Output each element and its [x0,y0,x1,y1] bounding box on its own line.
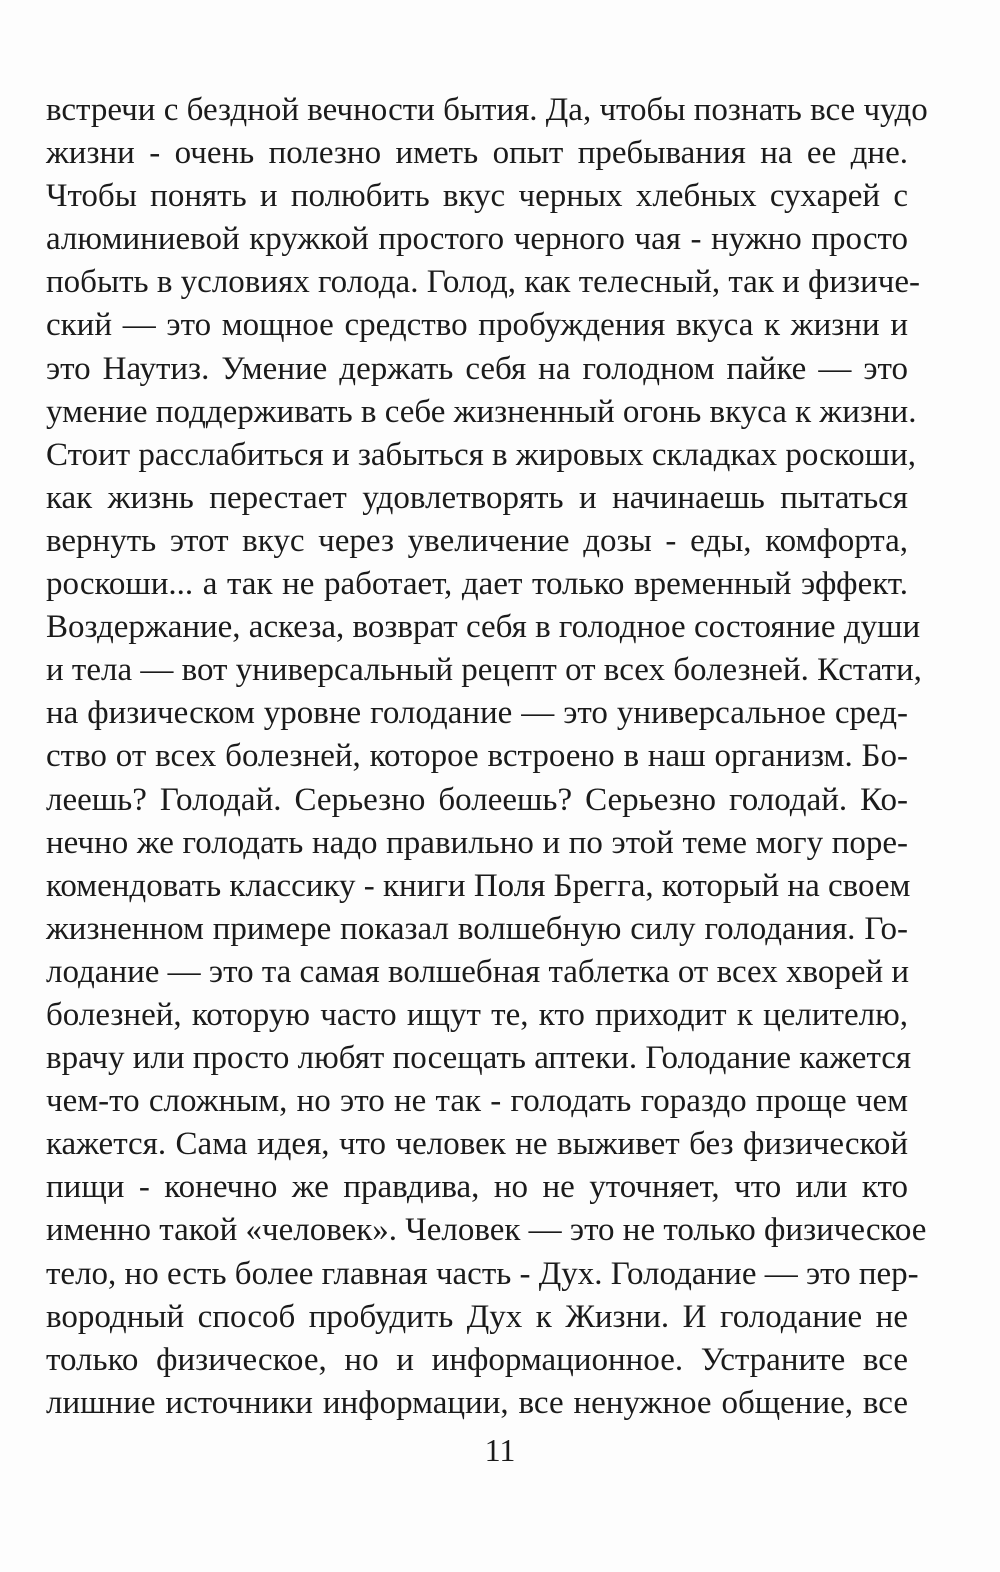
text-line: именно такой «человек». Человек — это не только физическое [46,1212,927,1249]
text-line: роскоши... а так не работает, дает только временный эффект. [46,566,908,603]
text-line: лодание — это та самая волшебная таблетка от всех хворей и [46,953,910,990]
text-line: это Наутиз. Умение держать себя на голодном пайке — это [46,350,908,387]
text-line: ский — это мощное средство пробуждения вкуса к жизни и [46,307,908,344]
text-line: болезней, которую часто ищут те, кто приходит к целителю, [46,996,908,1033]
text-line: умение поддерживать в себе жизненный огонь вкуса к жизни. [46,393,917,430]
text-line: алюминиевой кружкой простого черного чая - нужно просто [46,221,908,258]
text-line: кажется. Сама идея, что человек не выживет без физической [46,1126,908,1163]
text-line: вернуть этот вкус через увеличение дозы - еды, комфорта, [46,522,908,559]
text-line: пищи - конечно же правдива, но не уточняет, что или кто [46,1169,908,1206]
text-line: чем-то сложным, но это не так - голодать гораздо проще чем [46,1083,908,1120]
text-line: Чтобы понять и полюбить вкус черных хлебных сухарей с [46,178,908,215]
text-line: леешь? Голодай. Серьезно болеешь? Серьезно голодай. Ко- [46,781,908,818]
text-line: побыть в условиях голода. Голод, как телесный, так и физиче- [46,264,920,301]
text-line: жизненном примере показал волшебную силу голодания. Го- [46,910,908,947]
text-line: лишние источники информации, все ненужное общение, все [46,1384,908,1421]
text-line: врачу или просто любят посещать аптеки. Голодание кажется [46,1040,912,1077]
text-line: жизни - очень полезно иметь опыт пребывания на ее дне. [46,135,908,172]
text-line: только физическое, но и информационное. Устраните все [46,1341,908,1378]
text-line: на физическом уровне голодание — это универсальное сред- [46,695,908,732]
text-line: комендовать классику - книги Поля Брегга, который на своем [46,867,911,904]
text-line: тело, но есть более главная часть - Дух. Голодание — это пер- [46,1255,919,1292]
text-line: ство от всех болезней, которое встроено в наш организм. Бо- [46,738,908,775]
page-number: 11 [484,1432,516,1468]
text-line: Воздержание, аскеза, возврат себя в голодное состояние души [46,609,921,646]
text-line: и тела — вот универсальный рецепт от всех болезней. Кстати, [46,652,922,689]
text-line: как жизнь перестает удовлетворять и начинаешь пытаться [46,479,908,516]
text-line: встречи с бездной вечности бытия. Да, чтобы познать все чудо [46,92,928,128]
text-line: нечно же голодать надо правильно и по этой теме могу поре- [46,824,908,861]
text-line: Стоит расслабиться и забыться в жировых складках роскоши, [46,436,917,473]
body-text [46,89,928,1425]
text-line: вородный способ пробудить Дух к Жизни. И голодание не [46,1298,908,1335]
